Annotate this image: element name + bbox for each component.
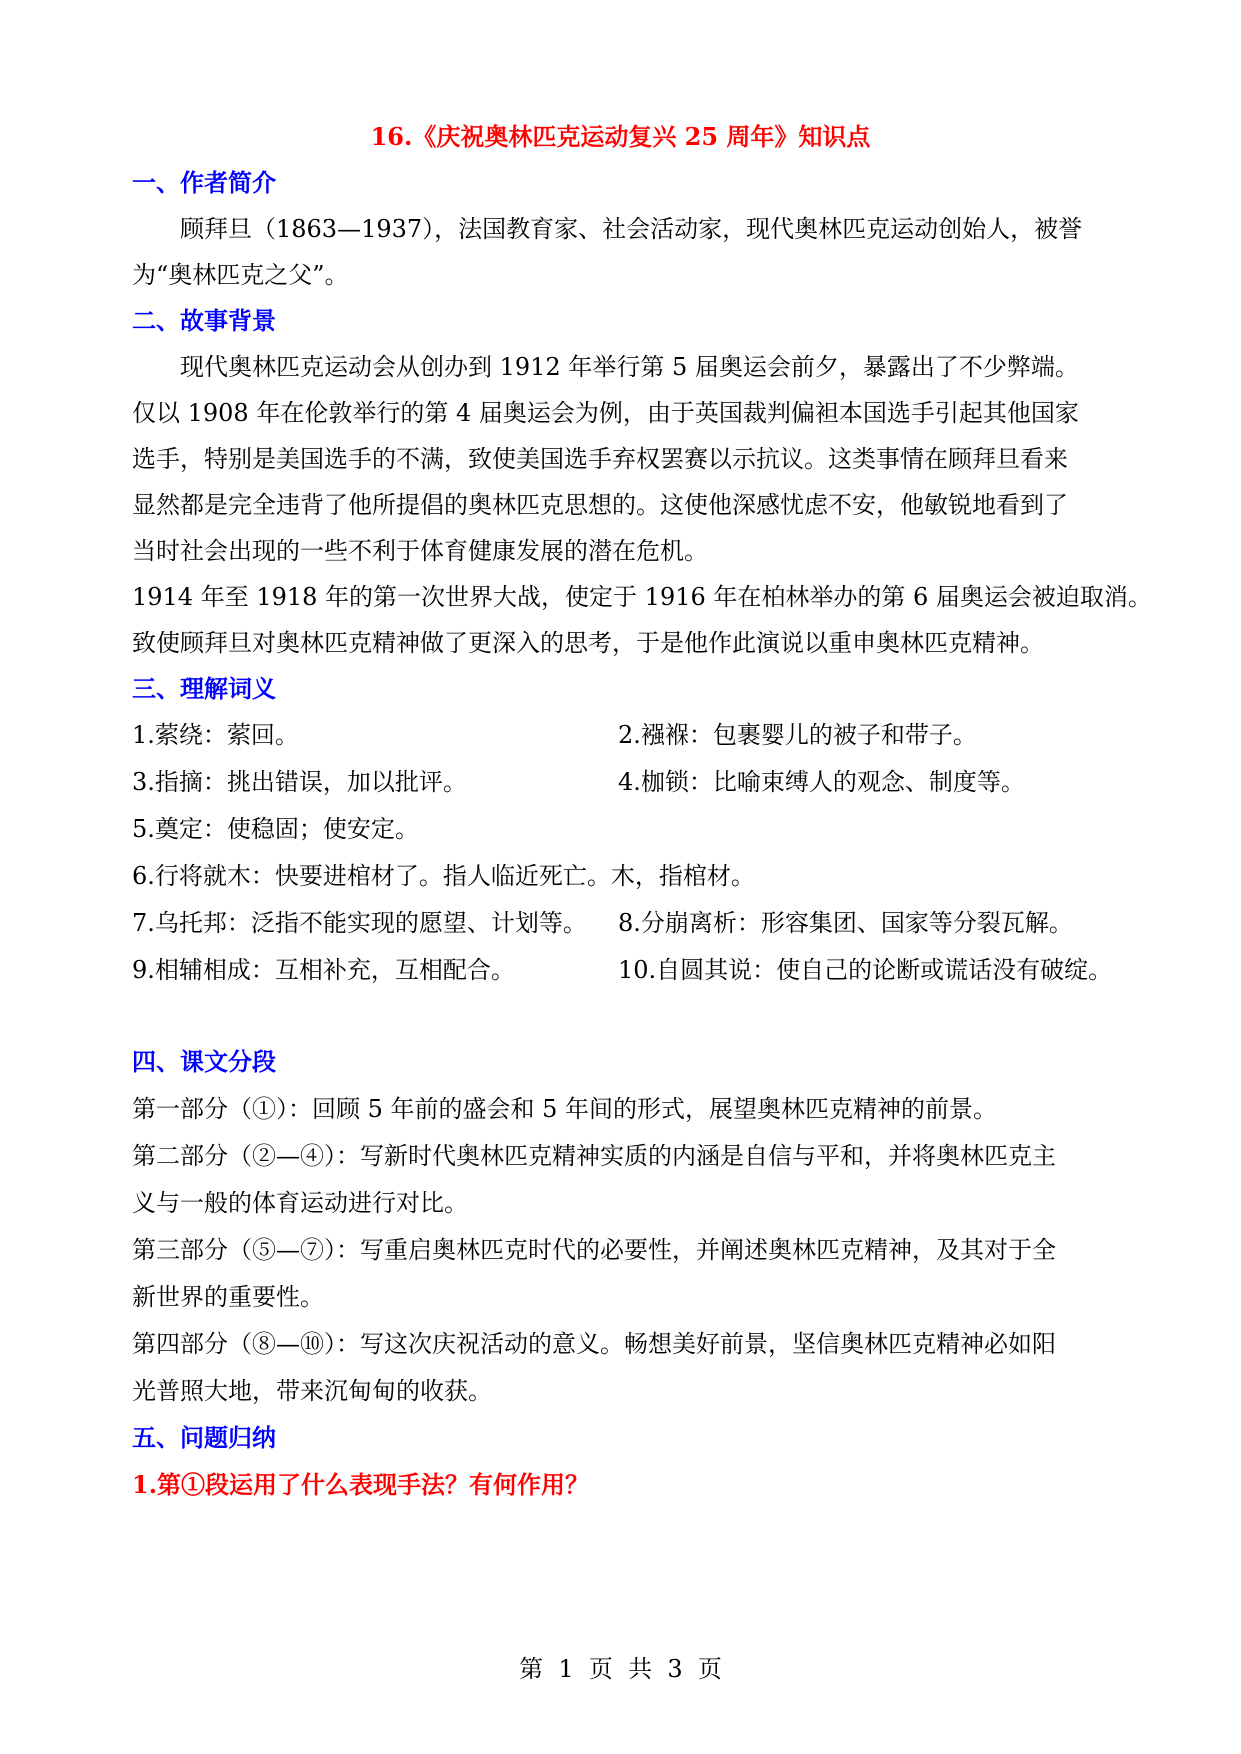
vocab-item-7: 7.乌托邦：泛指不能实现的愿望、计划等。 [132,909,587,937]
vocab-item-1: 1.萦绕：萦回。 [132,721,299,749]
heading-questions: 五、问题归纳 [132,1423,276,1452]
vocab-item-2: 2.襁褓：包裹婴儿的被子和带子。 [618,721,977,749]
text-section-line-1: 第一部分（①）：回顾 5 年前的盛会和 5 年间的形式，展望奥林匹克精神的前景。 [132,1095,998,1123]
heading-background: 二、故事背景 [132,306,276,335]
background-line-7: 致使顾拜旦对奥林匹克精神做了更深入的思考，于是他作此演说以重申奥林匹克精神。 [132,629,1044,657]
vocab-item-9: 9.相辅相成：互相补充，互相配合。 [132,956,515,984]
vocab-item-6: 6.行将就木：快要进棺材了。指人临近死亡。木，指棺材。 [132,862,755,890]
background-line-6: 1914 年至 1918 年的第一次世界大战，使定于 1916 年在柏林举办的第 6 届奥运会被迫取消。 [132,583,1152,611]
page-title: 16.《庆祝奥林匹克运动复兴 25 周年》知识点 [370,122,871,151]
vocab-item-4: 4.枷锁：比喻束缚人的观念、制度等。 [618,768,1025,796]
background-line-5: 当时社会出现的一些不利于体育健康发展的潜在危机。 [132,537,708,565]
vocab-item-3: 3.指摘：挑出错误，加以批评。 [132,768,467,796]
text-section-line-6: 第四部分（⑧—⑩）：写这次庆祝活动的意义。畅想美好前景，坚信奥林匹克精神必如阳 [132,1330,1056,1358]
vocab-item-5: 5.奠定：使稳固；使安定。 [132,815,419,843]
background-line-1: 现代奥林匹克运动会从创办到 1912 年举行第 5 届奥运会前夕，暴露出了不少弊端。 [180,353,1079,381]
text-section-line-4: 第三部分（⑤—⑦）：写重启奥林匹克时代的必要性，并阐述奥林匹克精神，及其对于全 [132,1236,1056,1264]
vocab-item-8: 8.分崩离析：形容集团、国家等分裂瓦解。 [618,909,1073,937]
vocab-item-10: 10.自圆其说：使自己的论断或谎话没有破绽。 [618,956,1113,984]
question-1: 1.第①段运用了什么表现手法？有何作用？ [132,1470,590,1499]
heading-vocabulary: 三、理解词义 [132,674,276,703]
author-intro-line-1: 顾拜旦（1863—1937），法国教育家、社会活动家，现代奥林匹克运动创始人，被誉 [180,215,1083,243]
heading-text-sections: 四、课文分段 [132,1047,276,1076]
background-line-3: 选手，特别是美国选手的不满，致使美国选手弃权罢赛以示抗议。这类事情在顾拜旦看来 [132,445,1068,473]
background-line-4: 显然都是完全违背了他所提倡的奥林匹克思想的。这使他深感忧虑不安，他敏锐地看到了 [132,491,1068,519]
text-section-line-3: 义与一般的体育运动进行对比。 [132,1189,468,1217]
heading-author-intro: 一、作者简介 [132,168,276,197]
author-intro-line-2: 为“奥林匹克之父”。 [132,261,349,289]
page-footer: 第 1 页 共 3 页 [519,1655,722,1683]
text-section-line-7: 光普照大地，带来沉甸甸的收获。 [132,1377,492,1405]
background-line-2: 仅以 1908 年在伦敦举行的第 4 届奥运会为例，由于英国裁判偏袒本国选手引起其他国家 [132,399,1079,427]
text-section-line-2: 第二部分（②—④）：写新时代奥林匹克精神实质的内涵是自信与平和，并将奥林匹克主 [132,1142,1056,1170]
text-section-line-5: 新世界的重要性。 [132,1283,324,1311]
